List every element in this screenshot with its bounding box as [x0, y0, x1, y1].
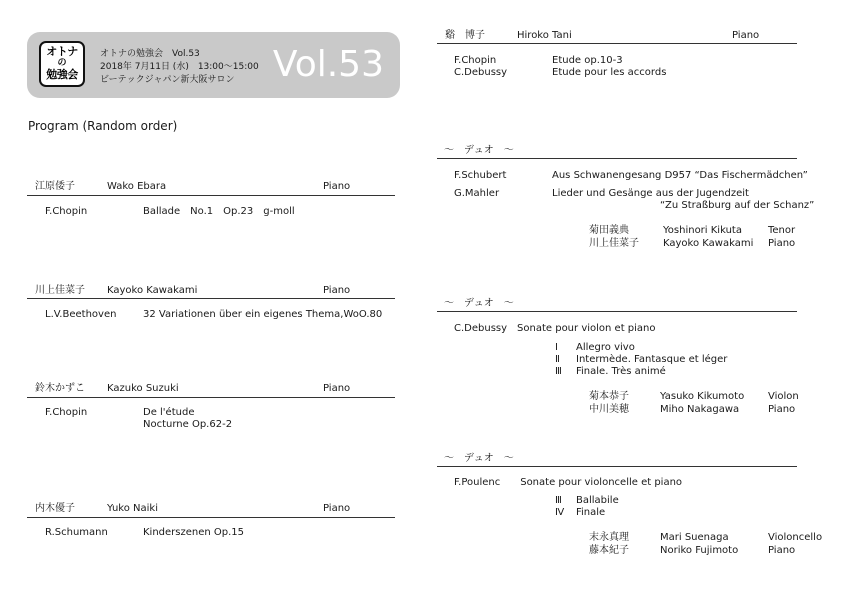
- movement-number: Ⅲ: [555, 495, 562, 506]
- performer-instrument: Piano: [323, 503, 351, 514]
- piece: Etude op.10-3: [552, 55, 623, 66]
- composer: C.Debussy: [454, 67, 508, 78]
- piece: Etude pour les accords: [552, 67, 667, 78]
- program-title: Program (Random order): [28, 119, 178, 133]
- performer-name-ja: 川上佳菜子: [35, 285, 85, 296]
- movement-title: Ballabile: [576, 495, 619, 506]
- piece: Lieder und Gesänge aus der Jugendzeit: [552, 188, 749, 199]
- header-banner: [27, 32, 400, 98]
- performer-name-en: Hiroko Tani: [517, 30, 572, 41]
- performer-instrument: Violon: [768, 391, 799, 402]
- performer-name-ja: 江原倭子: [35, 181, 75, 192]
- divider: [437, 466, 797, 467]
- duo-heading: ～ デュオ ～: [444, 453, 514, 464]
- performer-name-en: Yoshinori Kikuta: [663, 225, 742, 236]
- composer: F.Chopin: [45, 407, 88, 418]
- performer-name-en: Wako Ebara: [107, 181, 167, 192]
- event-title: オトナの勉強会 Vol.53: [100, 49, 200, 59]
- movement-number: Ⅳ: [555, 507, 565, 518]
- divider: [437, 158, 797, 159]
- performer-name-ja: 鈴木かずこ: [35, 383, 85, 394]
- movement-number: Ⅰ: [555, 342, 558, 353]
- performer-instrument: Tenor: [768, 225, 796, 236]
- performer-instrument: Piano: [768, 545, 796, 556]
- movement-title: Finale: [576, 507, 606, 518]
- performer-instrument: Piano: [768, 404, 796, 415]
- divider: [437, 43, 797, 44]
- performer-instrument: Piano: [323, 285, 351, 296]
- piece-title: C.Debussy Sonate pour violon et piano: [454, 323, 656, 334]
- divider: [27, 397, 395, 398]
- performer-name-en: Mari Suenaga: [660, 532, 729, 543]
- movement-title: Finale. Très animé: [576, 366, 666, 377]
- logo-line-1: オトナ: [46, 45, 78, 58]
- divider: [27, 517, 395, 518]
- piece: Nocturne Op.62-2: [143, 419, 233, 430]
- performer-name-ja: 末永真理: [589, 532, 629, 543]
- performer-name-en: Yuko Naiki: [107, 503, 158, 514]
- performer-name-ja: 川上佳菜子: [589, 238, 639, 249]
- divider: [437, 311, 797, 312]
- performer-name-ja: 谿 博子: [445, 30, 485, 41]
- piece: De l'étude: [143, 407, 195, 418]
- piece: 32 Variationen über ein eigenes Thema,WoO.80: [143, 309, 383, 320]
- piece-subtitle: “Zu Straßburg auf der Schanz”: [660, 200, 815, 211]
- movement-title: Intermède. Fantasque et léger: [576, 354, 728, 365]
- performer-instrument: Piano: [323, 181, 351, 192]
- event-date: 2018年 7月11日 (水) 13:00～15:00: [100, 62, 259, 72]
- composer: L.V.Beethoven: [45, 309, 117, 320]
- composer: R.Schumann: [45, 527, 108, 538]
- piece: Ballade No.1 Op.23 g-moll: [143, 206, 295, 217]
- performer-instrument: Piano: [323, 383, 351, 394]
- composer: F.Chopin: [454, 55, 497, 66]
- performer-name-ja: 内木優子: [35, 503, 75, 514]
- performer-name-en: Noriko Fujimoto: [660, 545, 739, 556]
- duo-heading: ～ デュオ ～: [444, 145, 514, 156]
- volume-number: Vol.53: [272, 44, 384, 85]
- performer-name-ja: 藤本紀子: [589, 545, 629, 556]
- composer: F.Schubert: [454, 170, 507, 181]
- logo-line-2: の: [57, 58, 67, 68]
- performer-name-en: Yasuko Kikumoto: [660, 391, 745, 402]
- composer: G.Mahler: [454, 188, 500, 199]
- piece-title: F.Poulenc Sonate pour violoncelle et piano: [454, 477, 683, 488]
- duo-heading: ～ デュオ ～: [444, 298, 514, 309]
- movement-number: Ⅱ: [555, 354, 560, 365]
- performer-name-ja: 中川美穂: [589, 404, 629, 415]
- performer-name-en: Kazuko Suzuki: [107, 383, 179, 394]
- composer: F.Chopin: [45, 206, 88, 217]
- movement-title: Allegro vivo: [576, 342, 635, 353]
- event-venue: ビーテックジャパン新大阪サロン: [100, 75, 235, 85]
- divider: [27, 195, 395, 196]
- piece: Aus Schwanengesang D957 “Das Fischermädchen”: [552, 170, 808, 181]
- performer-name-en: Kayoko Kawakami: [107, 285, 198, 296]
- performer-instrument: Piano: [732, 30, 760, 41]
- movement-number: Ⅲ: [555, 366, 562, 377]
- performer-instrument: Violoncello: [768, 532, 823, 543]
- performer-name-ja: 菊田義典: [589, 225, 629, 236]
- logo-line-3: 勉強会: [46, 68, 78, 81]
- performer-instrument: Piano: [768, 238, 796, 249]
- divider: [27, 298, 395, 299]
- piece: Kinderszenen Op.15: [143, 527, 245, 538]
- performer-name-en: Kayoko Kawakami: [663, 238, 754, 249]
- performer-name-ja: 菊本恭子: [589, 391, 629, 402]
- performer-name-en: Miho Nakagawa: [660, 404, 740, 415]
- logo: [39, 41, 85, 87]
